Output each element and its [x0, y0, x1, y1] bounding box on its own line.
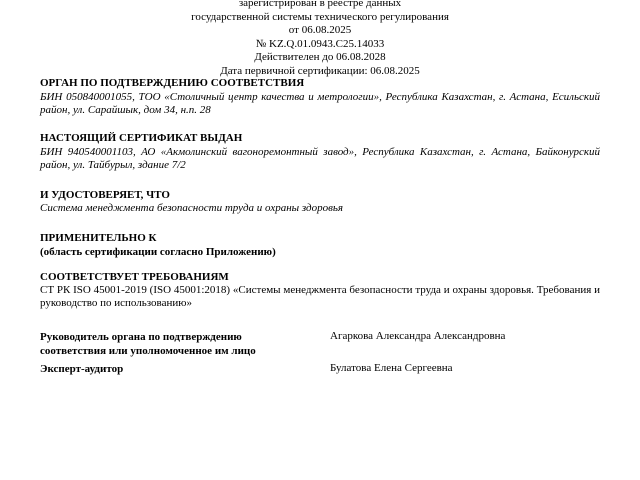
applicable-to-block	[40, 231, 600, 259]
first-certification-date-line: Дата первичной сертификации: 06.08.2025	[220, 64, 420, 77]
registration-line: государственной системы технического регулирования	[191, 10, 449, 23]
signature-role-expert-auditor: Эксперт-аудитор	[40, 363, 124, 375]
registration-line: зарегистрирован в реестре данных	[238, 0, 402, 9]
issued-to-heading: НАСТОЯЩИЙ СЕРТИФИКАТ ВЫДАН	[40, 132, 243, 144]
signature-name-expert-auditor: Булатова Елена Сергеевна	[330, 362, 453, 374]
applicable-to-note: (область сертификации согласно Приложению)	[40, 246, 276, 258]
signature-name-head-of-body: Агаркова Александра Александровна	[330, 330, 506, 342]
certifies-heading: И УДОСТОВЕРЯЕТ, ЧТО	[40, 189, 170, 201]
applicable-to-heading: ПРИМЕНИТЕЛЬНО К	[40, 232, 157, 244]
complies-with-heading: СООТВЕТСТВУЕТ ТРЕБОВАНИЯМ	[40, 271, 229, 283]
registration-date-line: от 06.08.2025	[288, 24, 352, 36]
signature-role-head-of-body: Руководитель органа по подтверждению соответствия или уполномоченное им лицо	[40, 331, 256, 357]
issued-to-details: БИН 940540001103, АО «Акмолинский вагоноремонтный завод», Республика Казахстан, г. Астана, Байконурский район, ул. Тайбурыл, здание 7/2	[40, 146, 600, 171]
certificate-number: № KZ.Q.01.0943.C25.14033	[255, 37, 385, 50]
registration-block	[0, 0, 640, 78]
valid-until-line: Действителен до 06.08.2028	[254, 51, 386, 63]
certifies-details: Система менеджмента безопасности труда и охраны здоровья	[40, 202, 343, 214]
certification-body-details: БИН 050840001055, ТОО «Столичный центр качества и метрологии», Республика Казахстан, г. Астана, Есильский район, ул. Сарайшык, дом 34, н.п. 28	[40, 91, 600, 116]
complies-with-details: СТ РК ISO 45001-2019 (ISO 45001:2018) «Системы менеджмента безопасности труда и охраны здоровья. Требования и руководство по использованию»	[40, 284, 600, 309]
certification-body-heading: ОРГАН ПО ПОДТВЕРЖДЕНИЮ СООТВЕТСТВИЯ	[40, 77, 305, 89]
